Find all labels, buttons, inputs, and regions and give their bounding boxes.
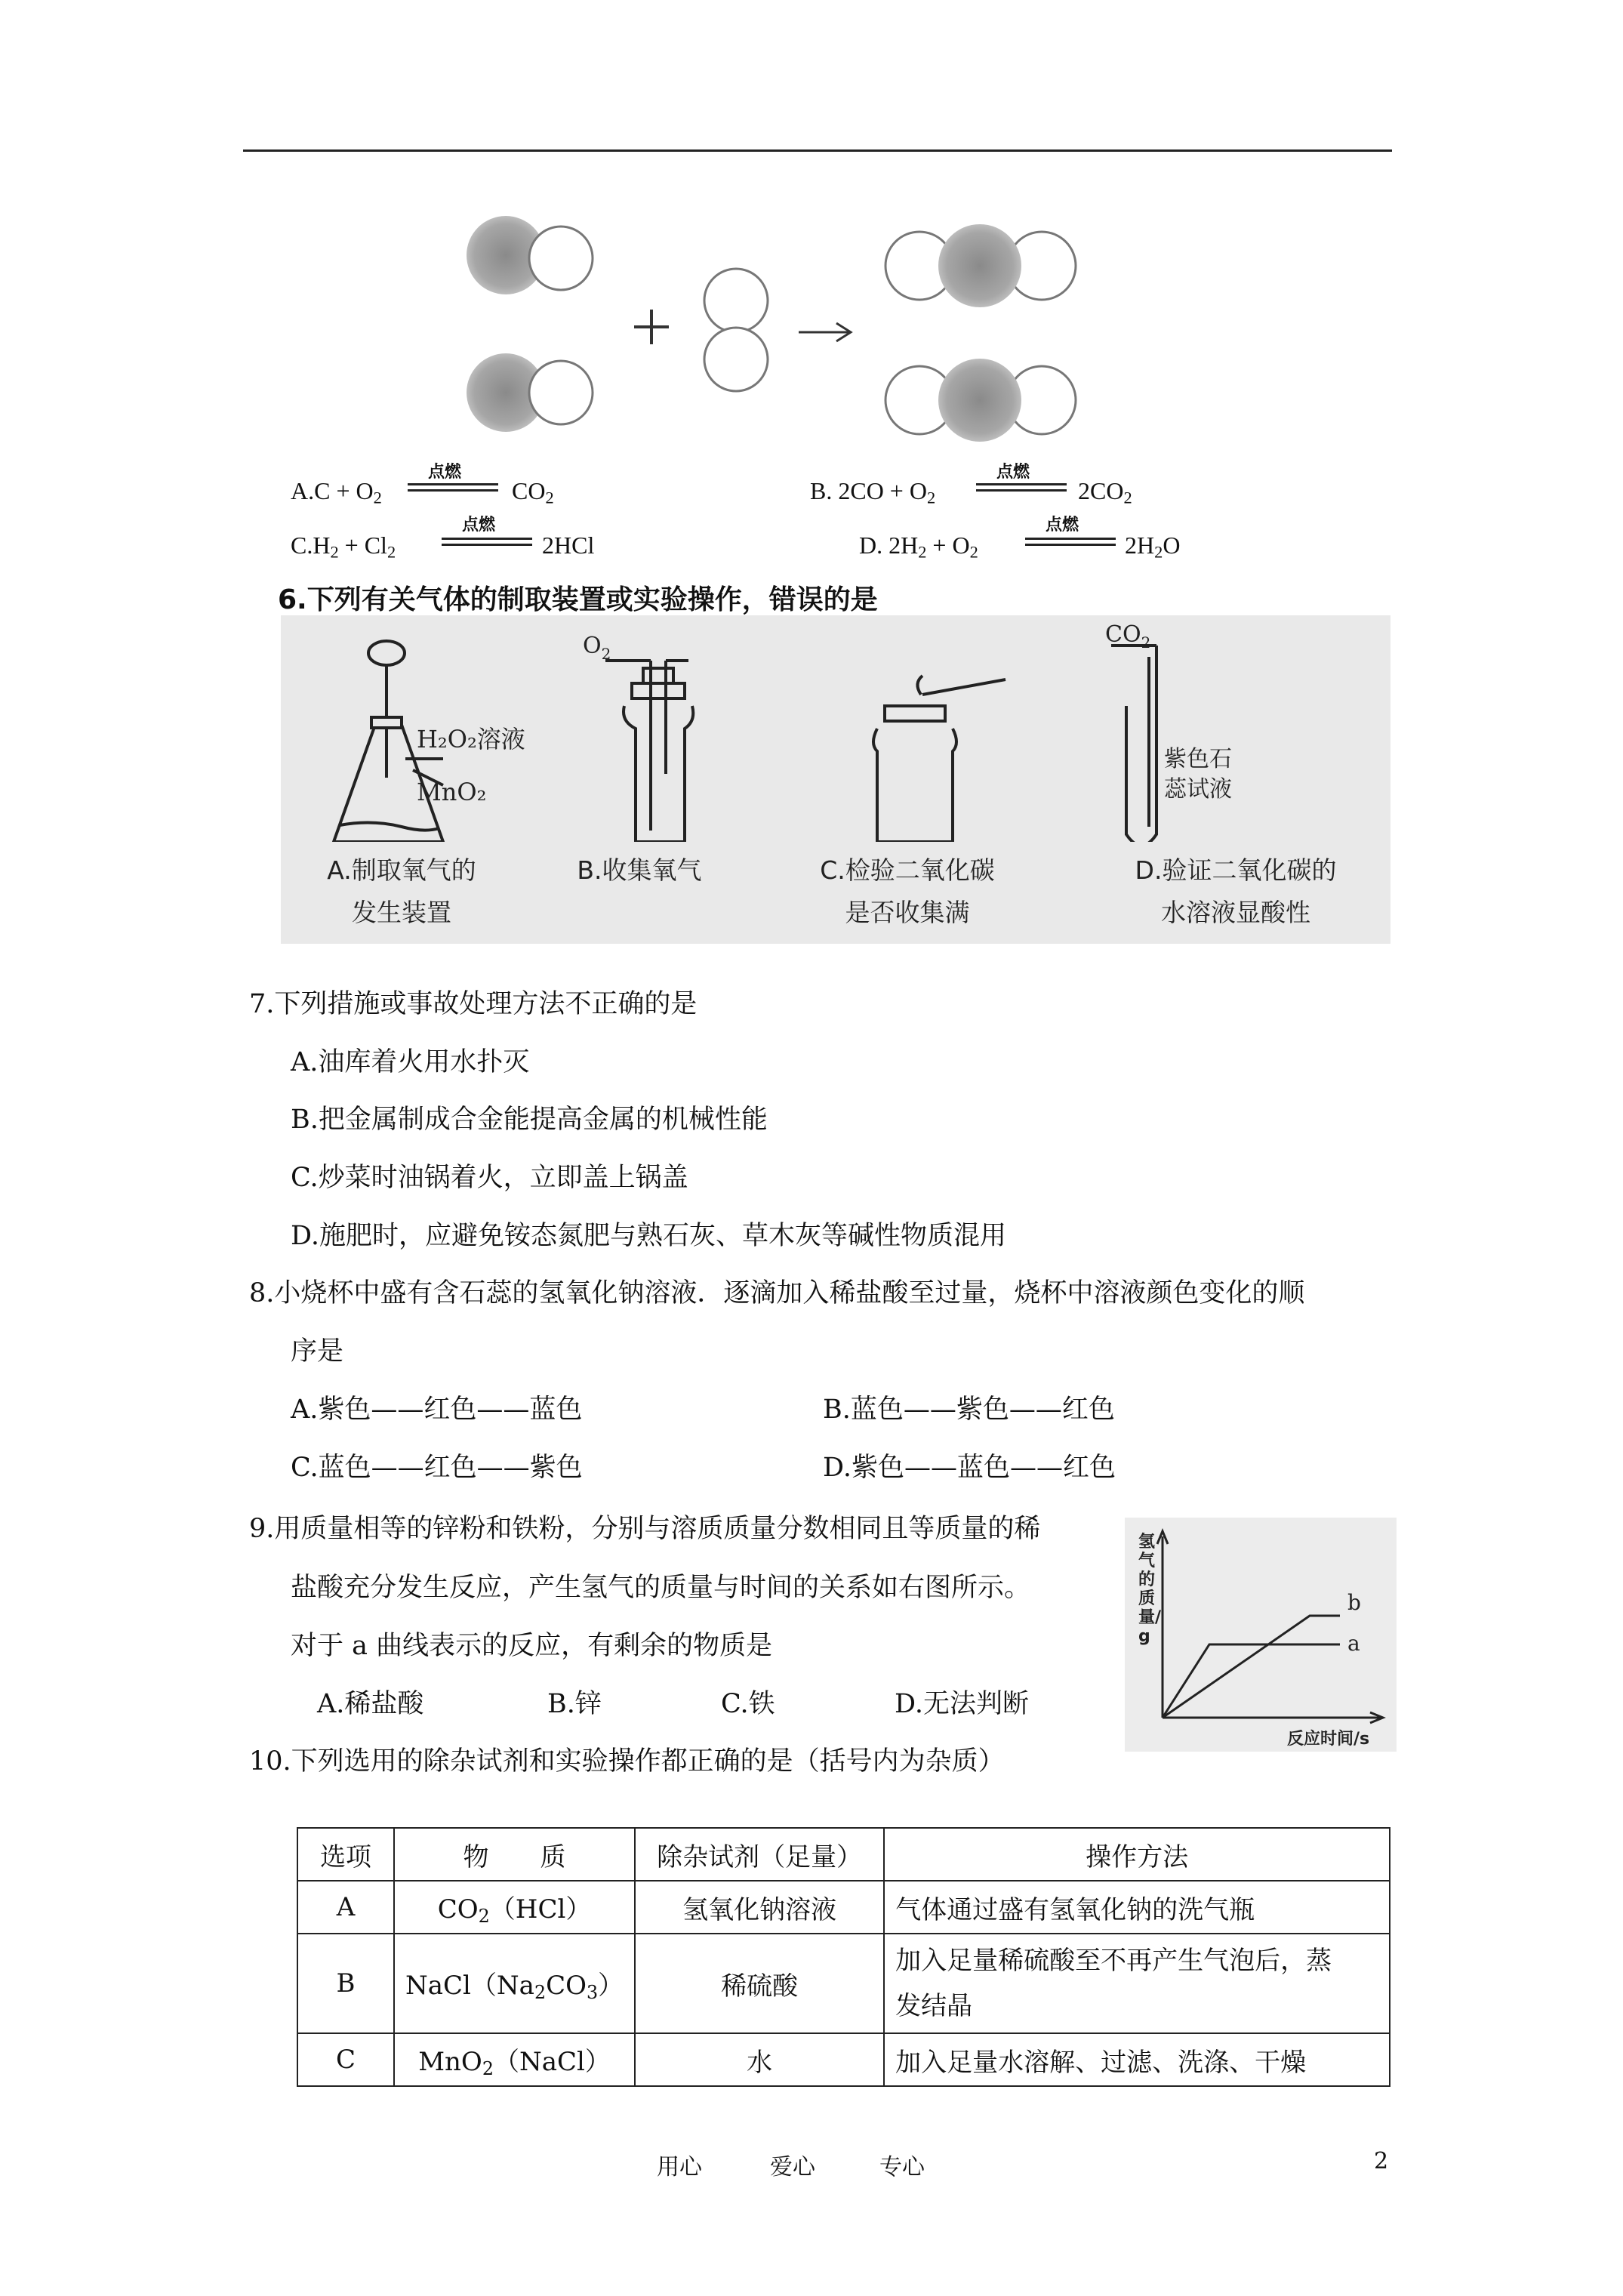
q7-option-d: D.施肥时，应避免铵态氮肥与熟石灰、草木灰等碱性物质混用	[291, 1221, 1006, 1251]
hydrogen-mass-graph	[1125, 1518, 1397, 1752]
question-9-stem-cont2: 对于 a 曲线表示的反应，有剩余的物质是	[291, 1631, 773, 1661]
col-header: 除杂试剂（足量）	[635, 1828, 884, 1881]
cell-reagent: 水	[635, 2033, 884, 2086]
option-b-product: $2CO_2$	[1078, 477, 1132, 507]
table-row	[297, 1881, 1390, 1934]
question-7-stem: 7.下列措施或事故处理方法不正确的是	[249, 989, 698, 1019]
question-9-stem: 9.用质量相等的锌粉和铁粉，分别与溶质质量分数相同且等质量的稀	[249, 1514, 1041, 1544]
cell-option: B	[297, 1934, 394, 2033]
carbon-atom	[938, 359, 1021, 442]
x-axis-label: 反应时间/s	[1287, 1730, 1370, 1749]
litmus-label-2: 蕊试液	[1164, 776, 1232, 803]
q9-option-b: B.锌	[547, 1689, 602, 1719]
question-9-stem-cont: 盐酸充分发生反应，产生氢气的质量与时间的关系如右图所示。	[291, 1573, 1031, 1603]
option-d-product: $2H_2O$	[1125, 532, 1181, 562]
reaction-condition: 点燃	[996, 463, 1030, 482]
curve-b-label: b	[1347, 1590, 1361, 1615]
cell-operation: 加入足量水溶解、过滤、洗涤、干燥	[884, 2033, 1390, 2086]
molecule-diagram	[423, 204, 1132, 453]
q7-option-a: A.油库着火用水扑灭	[291, 1047, 530, 1077]
cell-option: C	[297, 2033, 394, 2086]
q10-table	[297, 1827, 1390, 2087]
q9-option-c: C.铁	[721, 1689, 775, 1719]
apparatus-drawings	[281, 615, 1390, 842]
o2-label: $O_2$	[583, 633, 611, 663]
caption-a: A.制取氧气的 发生装置	[327, 855, 476, 927]
equals-sign	[976, 483, 1067, 494]
option-c-equation: $C.H_2 + Cl_2$	[291, 532, 396, 562]
oxygen-atom	[704, 328, 768, 391]
curve-a-label: a	[1347, 1631, 1360, 1656]
question-6-stem: 6.下列有关气体的制取装置或实验操作，错误的是	[278, 584, 878, 615]
reaction-condition: 点燃	[428, 463, 462, 482]
carbon-atom	[938, 224, 1021, 307]
h2o2-label: H₂O₂溶液	[417, 725, 525, 754]
caption-c: C.检验二氧化碳 是否收集满	[820, 855, 995, 927]
cell-operation: 气体通过盛有氢氧化钠的洗气瓶	[884, 1881, 1390, 1934]
cell-reagent: 稀硫酸	[635, 1934, 884, 2033]
curve-b	[1163, 1616, 1340, 1718]
cell-reagent: 氢氧化钠溶液	[635, 1881, 884, 1934]
footer-motto-3: 专心	[879, 2154, 925, 2180]
option-a-product: $CO_2$	[512, 477, 554, 507]
table-row	[297, 1934, 1390, 2033]
footer-motto-1: 用心	[657, 2154, 702, 2180]
question-8-stem: 8.小烧杯中盛有含石蕊的氢氧化钠溶液．逐滴加入稀盐酸至过量，烧杯中溶液颜色变化的顺	[249, 1278, 1305, 1308]
reaction-condition: 点燃	[462, 516, 496, 535]
reaction-condition: 点燃	[1046, 516, 1079, 535]
col-header: 操作方法	[884, 1828, 1390, 1881]
oxygen-atom	[529, 227, 593, 290]
cell-substance: $CO_2(HCl)$	[394, 1881, 635, 1934]
option-b-equation: B. $2CO + O_2$	[810, 477, 936, 507]
option-a-equation: $A.C + O_2$	[291, 477, 382, 507]
q8-option-a: A.紫色——红色——蓝色	[291, 1395, 583, 1425]
option-d-equation: D. $2H_2 + O_2$	[859, 532, 978, 562]
question-10-stem: 10.下列选用的除杂试剂和实验操作都正确的是（括号内为杂质）	[249, 1746, 1005, 1777]
y-axis-label: 氢气的质量/g	[1138, 1533, 1162, 1646]
cell-option: A	[297, 1881, 394, 1934]
q9-option-a: A.稀盐酸	[317, 1689, 424, 1719]
apparatus-figure	[281, 615, 1390, 944]
oxygen-atom	[704, 269, 768, 332]
graph-plot	[1125, 1518, 1397, 1752]
co2-label: $CO_2$	[1105, 621, 1151, 652]
page-number: 2	[1374, 2148, 1389, 2174]
option-c-product: 2HCl	[542, 532, 595, 559]
mno2-label: MnO₂	[417, 778, 487, 806]
equals-sign	[1025, 538, 1116, 548]
cell-operation: 加入足量稀硫酸至不再产生气泡后，蒸 发结晶	[884, 1934, 1390, 2033]
q8-option-d: D.紫色——蓝色——红色	[823, 1453, 1116, 1483]
col-header: 选项	[297, 1828, 394, 1881]
cell-substance: $NaCl(Na_2CO_3)$	[394, 1934, 635, 2033]
table-row	[297, 2033, 1390, 2086]
q8-option-c: C.蓝色——红色——紫色	[291, 1453, 583, 1483]
q7-option-c: C.炒菜时油锅着火，立即盖上锅盖	[291, 1163, 688, 1193]
footer-motto-2: 爱心	[770, 2154, 815, 2180]
col-header: 物 质	[394, 1828, 635, 1881]
table-header-row	[297, 1828, 1390, 1881]
q8-option-b: B.蓝色——紫色——红色	[823, 1395, 1115, 1425]
equals-sign	[442, 538, 532, 548]
header-rule	[243, 149, 1392, 152]
litmus-label-1: 紫色石	[1164, 746, 1232, 772]
q7-option-b: B.把金属制成合金能提高金属的机械性能	[291, 1105, 768, 1135]
question-8-stem-cont: 序是	[291, 1336, 344, 1367]
caption-d: D.验证二氧化碳的 水溶液显酸性	[1135, 855, 1337, 927]
caption-b: B.收集氧气	[577, 855, 702, 885]
cell-substance: MnO$_2$（NaCl）	[394, 2033, 635, 2086]
oxygen-atom	[529, 361, 593, 424]
equals-sign	[408, 483, 498, 494]
q9-option-d: D.无法判断	[895, 1689, 1029, 1719]
